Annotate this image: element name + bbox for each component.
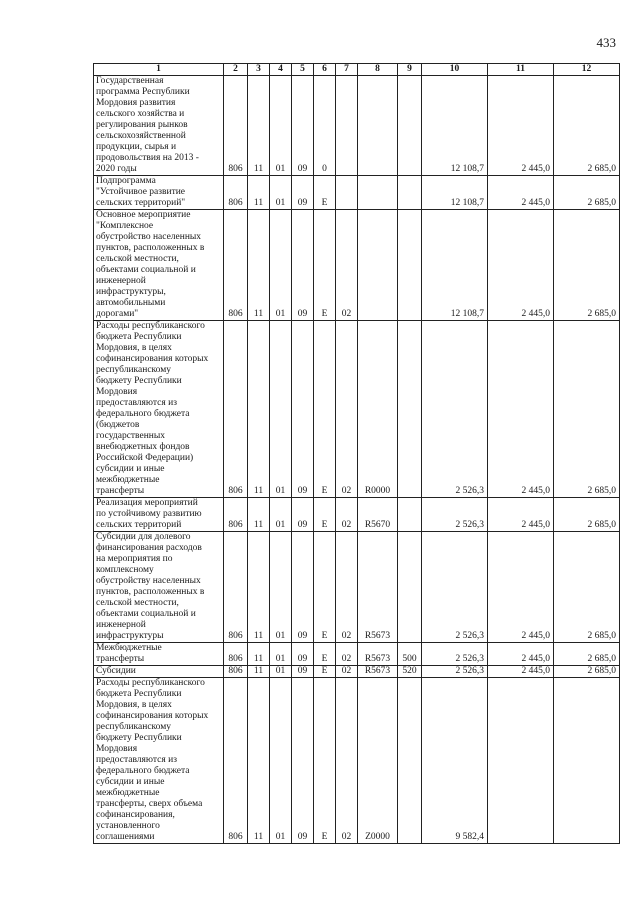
col-header-10: 10 [422, 64, 488, 76]
cell-amount-col11: 2 445,0 [488, 643, 554, 666]
row-name-text: Субсидии для долевого финансирования расходов на мероприятия по комплексному обустройству населенных пунктов, расположенных в сельской местности, объектами социальной и инженерной инфраструктуры [96, 532, 205, 641]
cell-ministry: 806 [224, 678, 248, 844]
cell-measure: 02 [336, 498, 358, 532]
table-row [94, 532, 620, 643]
row-name [94, 498, 224, 532]
row-name [94, 210, 224, 321]
cell-program: 09 [292, 176, 314, 210]
row-name [94, 321, 224, 498]
cell-amount-col11 [488, 678, 554, 844]
table-row [94, 321, 620, 498]
cell-measure [336, 76, 358, 176]
cell-direction: Z0000 [358, 678, 398, 844]
cell-program: 09 [292, 210, 314, 321]
cell-amount-col12: 2 685,0 [554, 532, 620, 643]
cell-section: 11 [248, 643, 270, 666]
cell-program: 09 [292, 678, 314, 844]
cell-expense-type [398, 498, 422, 532]
cell-amount-col10: 9 582,4 [422, 678, 488, 844]
cell-expense-type [398, 210, 422, 321]
cell-amount-col12: 2 685,0 [554, 321, 620, 498]
cell-ministry: 806 [224, 210, 248, 321]
cell-section: 11 [248, 210, 270, 321]
cell-expense-type [398, 76, 422, 176]
cell-subprogram: Е [314, 321, 336, 498]
col-header-3: 3 [248, 64, 270, 76]
cell-subsection: 01 [270, 532, 292, 643]
row-name [94, 666, 224, 678]
cell-subprogram: Е [314, 498, 336, 532]
cell-amount-col12: 2 685,0 [554, 498, 620, 532]
cell-direction: R5673 [358, 666, 398, 678]
row-name [94, 76, 224, 176]
table-row [94, 643, 620, 666]
col-header-8: 8 [358, 64, 398, 76]
cell-amount-col10: 2 526,3 [422, 532, 488, 643]
row-name-text: Расходы республиканского бюджета Республики Мордовия, в целях софинансирования которых республиканскому бюджету Республики Мордовия предоставляются из федерального бюджета (бюджетов государственных внебюджетных фондов Российской Федерации) субсидии и иные межбюджетные трансферты [96, 321, 209, 496]
cell-ministry: 806 [224, 532, 248, 643]
cell-section: 11 [248, 321, 270, 498]
table-row [94, 666, 620, 678]
cell-direction: R5673 [358, 532, 398, 643]
cell-amount-col10: 2 526,3 [422, 321, 488, 498]
col-header-1: 1 [94, 64, 224, 76]
cell-subsection: 01 [270, 76, 292, 176]
cell-direction: R5673 [358, 643, 398, 666]
cell-direction [358, 210, 398, 321]
cell-program: 09 [292, 321, 314, 498]
cell-ministry: 806 [224, 643, 248, 666]
cell-subsection: 01 [270, 321, 292, 498]
cell-amount-col10: 2 526,3 [422, 666, 488, 678]
col-header-6: 6 [314, 64, 336, 76]
table-row [94, 210, 620, 321]
row-name-text: Основное мероприятие "Комплексное обустройство населенных пунктов, расположенных в сельской местности, объектами социальной и инженерной инфраструктуры, автомобильными дорогами" [96, 210, 205, 319]
cell-measure: 02 [336, 666, 358, 678]
cell-program: 09 [292, 532, 314, 643]
cell-amount-col10: 12 108,7 [422, 76, 488, 176]
cell-measure: 02 [336, 532, 358, 643]
cell-amount-col12: 2 685,0 [554, 666, 620, 678]
cell-subprogram: Е [314, 643, 336, 666]
cell-direction [358, 76, 398, 176]
cell-program: 09 [292, 76, 314, 176]
cell-ministry: 806 [224, 321, 248, 498]
cell-subsection: 01 [270, 176, 292, 210]
row-name-text: Субсидии [96, 666, 136, 676]
cell-amount-col12: 2 685,0 [554, 210, 620, 321]
cell-direction: R0000 [358, 321, 398, 498]
cell-subprogram: 0 [314, 76, 336, 176]
cell-subsection: 01 [270, 666, 292, 678]
row-name-text: Расходы республиканского бюджета Республики Мордовия, в целях софинансирования которых республиканскому бюджету Республики Мордовия предоставляются из федерального бюджета субсидии и иные межбюджетные трансферты, сверх объема софинансирования, установленного соглашениями [96, 678, 209, 842]
cell-amount-col12: 2 685,0 [554, 76, 620, 176]
cell-amount-col10: 12 108,7 [422, 210, 488, 321]
cell-amount-col11: 2 445,0 [488, 210, 554, 321]
page-number: 433 [596, 35, 616, 50]
col-header-2: 2 [224, 64, 248, 76]
cell-section: 11 [248, 678, 270, 844]
cell-ministry: 806 [224, 76, 248, 176]
cell-amount-col11: 2 445,0 [488, 176, 554, 210]
header-row [94, 64, 620, 76]
cell-expense-type [398, 321, 422, 498]
cell-subprogram: Е [314, 666, 336, 678]
budget-table [93, 63, 620, 844]
cell-ministry: 806 [224, 498, 248, 532]
cell-ministry: 806 [224, 666, 248, 678]
cell-amount-col11: 2 445,0 [488, 76, 554, 176]
cell-subprogram: Е [314, 678, 336, 844]
cell-direction [358, 176, 398, 210]
cell-ministry: 806 [224, 176, 248, 210]
cell-subprogram: Е [314, 210, 336, 321]
cell-subsection: 01 [270, 678, 292, 844]
row-name-text: Государственная программа Республики Мордовия развития сельского хозяйства и регулирования рынков сельскохозяйственной продукции, сырья и продовольствия на 2013 - 2020 годы [96, 76, 199, 174]
col-header-7: 7 [336, 64, 358, 76]
cell-amount-col11: 2 445,0 [488, 666, 554, 678]
cell-amount-col12: 2 685,0 [554, 643, 620, 666]
cell-amount-col11: 2 445,0 [488, 532, 554, 643]
col-header-9: 9 [398, 64, 422, 76]
col-header-5: 5 [292, 64, 314, 76]
cell-amount-col10: 2 526,3 [422, 643, 488, 666]
cell-expense-type: 520 [398, 666, 422, 678]
cell-subprogram: Е [314, 532, 336, 643]
cell-subsection: 01 [270, 643, 292, 666]
cell-amount-col12 [554, 678, 620, 844]
cell-measure [336, 176, 358, 210]
cell-program: 09 [292, 666, 314, 678]
cell-measure: 02 [336, 643, 358, 666]
row-name-text: Реализация мероприятий по устойчивому развитию сельских территорий [96, 498, 202, 530]
table-row [94, 678, 620, 844]
cell-expense-type [398, 532, 422, 643]
cell-expense-type [398, 176, 422, 210]
cell-subprogram: Е [314, 176, 336, 210]
cell-section: 11 [248, 532, 270, 643]
cell-amount-col10: 2 526,3 [422, 498, 488, 532]
cell-section: 11 [248, 76, 270, 176]
cell-subsection: 01 [270, 210, 292, 321]
cell-amount-col12: 2 685,0 [554, 176, 620, 210]
table-row [94, 176, 620, 210]
col-header-11: 11 [488, 64, 554, 76]
row-name [94, 678, 224, 844]
cell-measure: 02 [336, 321, 358, 498]
cell-amount-col11: 2 445,0 [488, 498, 554, 532]
row-name [94, 532, 224, 643]
row-name [94, 176, 224, 210]
row-name-text: Подпрограмма "Устойчивое развитие сельских территорий" [96, 176, 186, 208]
cell-section: 11 [248, 176, 270, 210]
row-name [94, 643, 224, 666]
cell-expense-type [398, 678, 422, 844]
cell-measure: 02 [336, 678, 358, 844]
cell-amount-col11: 2 445,0 [488, 321, 554, 498]
cell-section: 11 [248, 666, 270, 678]
cell-expense-type: 500 [398, 643, 422, 666]
cell-direction: R5670 [358, 498, 398, 532]
cell-subsection: 01 [270, 498, 292, 532]
col-header-4: 4 [270, 64, 292, 76]
table-row [94, 498, 620, 532]
cell-amount-col10: 12 108,7 [422, 176, 488, 210]
cell-measure: 02 [336, 210, 358, 321]
table-row [94, 76, 620, 176]
row-name-text: Межбюджетные трансферты [96, 643, 162, 664]
cell-program: 09 [292, 498, 314, 532]
col-header-12: 12 [554, 64, 620, 76]
cell-program: 09 [292, 643, 314, 666]
cell-section: 11 [248, 498, 270, 532]
